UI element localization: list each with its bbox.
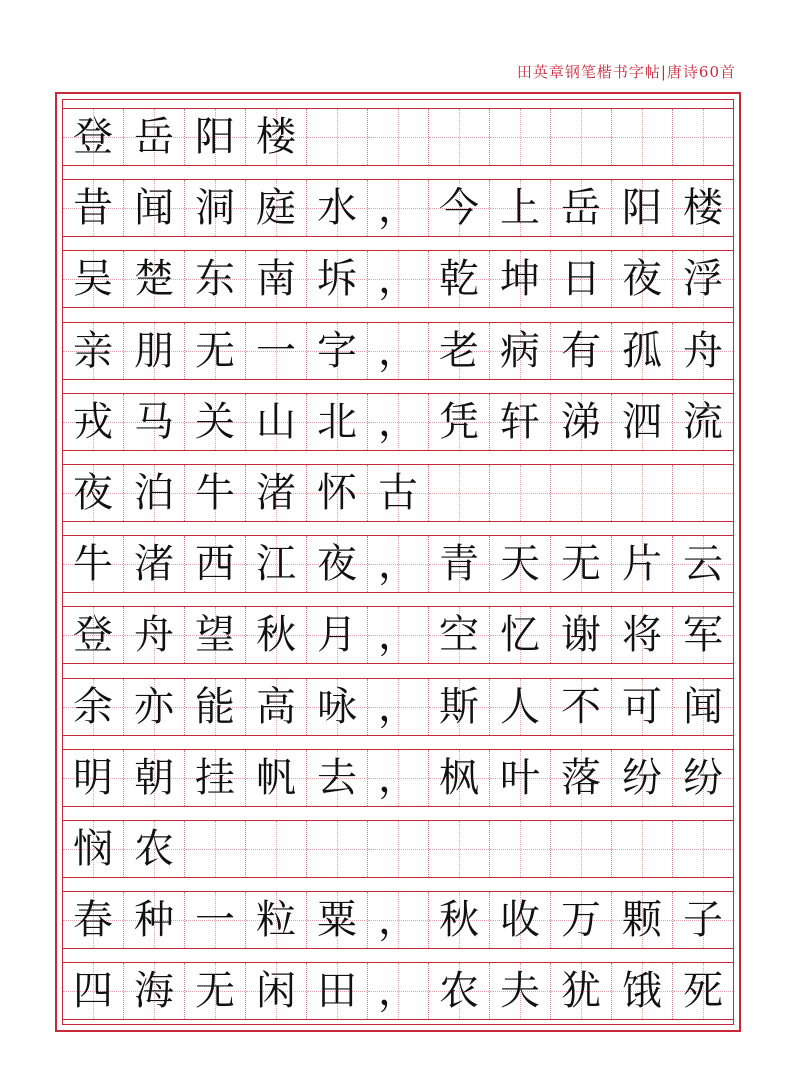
grid-row — [63, 891, 733, 949]
character: 余 — [73, 683, 113, 730]
character: 夜 — [622, 256, 662, 303]
character: 泊 — [134, 470, 174, 516]
character: 楼 — [683, 185, 723, 232]
grid-cell — [673, 323, 733, 379]
grid-cell — [612, 465, 673, 521]
grid-cell — [368, 251, 429, 307]
character: 阳 — [622, 185, 662, 232]
character: 闲 — [256, 968, 296, 1015]
character: 不 — [561, 683, 601, 730]
character: ， — [378, 185, 418, 232]
grid-cell — [368, 536, 429, 592]
character: ， — [378, 612, 418, 659]
character: 夜 — [317, 541, 357, 588]
character: 牛 — [73, 541, 113, 588]
character: 海 — [134, 968, 174, 1015]
character: 岳 — [134, 114, 174, 160]
grid-cell — [246, 963, 307, 1019]
grid-cell — [490, 109, 551, 165]
character: 牛 — [195, 470, 235, 516]
character: 人 — [500, 683, 540, 730]
character: 片 — [622, 541, 662, 588]
character: 闻 — [134, 185, 174, 232]
character: 一 — [195, 897, 235, 944]
character: 军 — [683, 612, 723, 659]
character: 夜 — [73, 470, 113, 516]
grid-cell — [124, 750, 185, 806]
grid-cell — [307, 892, 368, 948]
character: 望 — [195, 612, 235, 659]
character: ， — [378, 754, 418, 801]
character: 一 — [256, 327, 296, 374]
character: 马 — [134, 398, 174, 445]
grid-cell — [185, 679, 246, 735]
character: 粟 — [317, 897, 357, 944]
character: 渚 — [256, 470, 296, 516]
grid-cell — [368, 821, 429, 877]
grid-cell — [63, 251, 124, 307]
grid-cell — [429, 679, 490, 735]
grid-cell — [63, 750, 124, 806]
grid-cell — [612, 892, 673, 948]
grid-cell — [551, 251, 612, 307]
character: 轩 — [500, 398, 540, 445]
grid-cell — [673, 394, 733, 450]
character: 泗 — [622, 398, 662, 445]
character: 秋 — [256, 612, 296, 659]
character: 农 — [134, 826, 174, 872]
character: 涕 — [561, 398, 601, 445]
grid-cell — [673, 750, 733, 806]
grid-cell — [63, 679, 124, 735]
grid-cell — [63, 323, 124, 379]
grid-row — [63, 749, 733, 807]
grid-cell — [673, 821, 733, 877]
character: 田 — [317, 968, 357, 1015]
grid-cell — [551, 679, 612, 735]
grid-cell — [612, 251, 673, 307]
character: 可 — [622, 683, 662, 730]
grid-cell — [429, 394, 490, 450]
grid-cell — [185, 394, 246, 450]
grid-cell — [368, 963, 429, 1019]
character: 字 — [317, 327, 357, 374]
grid-cell — [612, 109, 673, 165]
grid-cell — [185, 607, 246, 663]
grid-cell — [124, 963, 185, 1019]
grid-cell — [185, 821, 246, 877]
grid-cell — [673, 679, 733, 735]
grid-row — [63, 962, 733, 1020]
grid-cell — [63, 180, 124, 236]
character: 无 — [195, 327, 235, 374]
character: 古 — [378, 470, 418, 516]
grid-cell — [551, 821, 612, 877]
character: 舟 — [134, 612, 174, 659]
grid-cell — [551, 536, 612, 592]
grid-cell — [246, 323, 307, 379]
grid-cell — [246, 109, 307, 165]
character: 犹 — [561, 968, 601, 1015]
grid-cell — [368, 750, 429, 806]
grid-cell — [368, 607, 429, 663]
grid-cell — [307, 180, 368, 236]
character: 关 — [195, 398, 235, 445]
character: 月 — [317, 612, 357, 659]
character: 流 — [683, 398, 723, 445]
grid-cell — [490, 963, 551, 1019]
grid-cell — [246, 394, 307, 450]
character: 病 — [500, 327, 540, 374]
character: ， — [378, 256, 418, 303]
grid-cell — [490, 607, 551, 663]
grid-cell — [185, 750, 246, 806]
grid-cell — [185, 963, 246, 1019]
grid-cell — [551, 180, 612, 236]
grid-cell — [490, 251, 551, 307]
grid-cell — [368, 180, 429, 236]
character: 东 — [195, 256, 235, 303]
grid-cell — [429, 892, 490, 948]
character: 今 — [439, 185, 479, 232]
character: 坤 — [500, 256, 540, 303]
character: 能 — [195, 683, 235, 730]
character: 枫 — [439, 754, 479, 801]
character: 无 — [195, 968, 235, 1015]
grid-cell — [368, 679, 429, 735]
grid-cell — [124, 323, 185, 379]
grid-cell — [612, 607, 673, 663]
grid-cell — [246, 536, 307, 592]
grid-cell — [307, 821, 368, 877]
character: 颗 — [622, 897, 662, 944]
character: 庭 — [256, 185, 296, 232]
character: 南 — [256, 256, 296, 303]
character: 老 — [439, 327, 479, 374]
character: 楼 — [256, 114, 296, 160]
grid-cell — [429, 963, 490, 1019]
character: 山 — [256, 398, 296, 445]
copybook-title: 田英章钢笔楷书字帖|唐诗60首 — [516, 63, 736, 81]
grid-cell — [368, 109, 429, 165]
practice-grid — [62, 99, 734, 1025]
character: 北 — [317, 398, 357, 445]
grid-cell — [429, 536, 490, 592]
grid-cell — [612, 536, 673, 592]
character: 空 — [439, 612, 479, 659]
grid-cell — [490, 821, 551, 877]
character: 岳 — [561, 185, 601, 232]
character: 水 — [317, 185, 357, 232]
grid-cell — [368, 394, 429, 450]
character: 夫 — [500, 968, 540, 1015]
character: 收 — [500, 897, 540, 944]
grid-cell — [429, 251, 490, 307]
character: 落 — [561, 754, 601, 801]
character: 高 — [256, 683, 296, 730]
character: 无 — [561, 541, 601, 588]
character: 浮 — [683, 256, 723, 303]
grid-cell — [185, 323, 246, 379]
grid-cell — [551, 109, 612, 165]
grid-cell — [429, 323, 490, 379]
grid-cell — [185, 180, 246, 236]
character: 上 — [500, 185, 540, 232]
character: 朝 — [134, 754, 174, 801]
character: 斯 — [439, 683, 479, 730]
grid-cell — [185, 892, 246, 948]
character: 四 — [73, 968, 113, 1015]
grid-row — [63, 464, 733, 522]
character: 有 — [561, 327, 601, 374]
character: 舟 — [683, 327, 723, 374]
grid-row — [63, 535, 733, 593]
grid-cell — [246, 251, 307, 307]
character: 洞 — [195, 185, 235, 232]
character: 去 — [317, 754, 357, 801]
grid-cell — [63, 892, 124, 948]
grid-cell — [490, 394, 551, 450]
character: 闻 — [683, 683, 723, 730]
grid-cell — [429, 821, 490, 877]
grid-row — [63, 179, 733, 237]
character: 亲 — [73, 327, 113, 374]
grid-cell — [551, 963, 612, 1019]
grid-cell — [307, 536, 368, 592]
grid-cell — [246, 180, 307, 236]
character: 粒 — [256, 897, 296, 944]
character: 江 — [256, 541, 296, 588]
grid-cell — [368, 892, 429, 948]
character: ， — [378, 327, 418, 374]
grid-row — [63, 820, 733, 878]
grid-cell — [429, 607, 490, 663]
character: 春 — [73, 897, 113, 944]
character: 叶 — [500, 754, 540, 801]
grid-cell — [490, 679, 551, 735]
character: ， — [378, 541, 418, 588]
character: 凭 — [439, 398, 479, 445]
character: 万 — [561, 897, 601, 944]
character: 坼 — [317, 256, 357, 303]
character: 子 — [683, 897, 723, 944]
grid-cell — [63, 607, 124, 663]
grid-cell — [551, 465, 612, 521]
grid-cell — [673, 465, 733, 521]
character: 秋 — [439, 897, 479, 944]
grid-cell — [124, 180, 185, 236]
grid-cell — [551, 750, 612, 806]
grid-cell — [490, 750, 551, 806]
grid-cell — [551, 394, 612, 450]
grid-cell — [185, 251, 246, 307]
grid-row — [63, 250, 733, 308]
character: 帆 — [256, 754, 296, 801]
character: 怀 — [317, 470, 357, 516]
grid-cell — [124, 394, 185, 450]
character: 亦 — [134, 683, 174, 730]
character: ， — [378, 398, 418, 445]
grid-cell — [246, 892, 307, 948]
character: ， — [378, 897, 418, 944]
grid-row — [63, 606, 733, 664]
grid-cell — [673, 180, 733, 236]
character: 死 — [683, 968, 723, 1015]
character: 日 — [561, 256, 601, 303]
grid-cell — [185, 109, 246, 165]
grid-cell — [63, 465, 124, 521]
grid-cell — [673, 963, 733, 1019]
character: 渚 — [134, 541, 174, 588]
character: 挂 — [195, 754, 235, 801]
character: 朋 — [134, 327, 174, 374]
grid-cell — [429, 465, 490, 521]
grid-cell — [429, 180, 490, 236]
grid-cell — [124, 465, 185, 521]
grid-cell — [185, 536, 246, 592]
grid-cell — [429, 109, 490, 165]
character: 西 — [195, 541, 235, 588]
grid-cell — [368, 465, 429, 521]
grid-cell — [124, 109, 185, 165]
grid-cell — [490, 892, 551, 948]
grid-cell — [612, 750, 673, 806]
character: 饿 — [622, 968, 662, 1015]
grid-cell — [63, 394, 124, 450]
grid-cell — [124, 821, 185, 877]
character: 忆 — [500, 612, 540, 659]
character: 将 — [622, 612, 662, 659]
grid-cell — [307, 394, 368, 450]
grid-cell — [246, 607, 307, 663]
character: 谢 — [561, 612, 601, 659]
grid-cell — [490, 323, 551, 379]
grid-cell — [612, 394, 673, 450]
grid-cell — [307, 323, 368, 379]
character: 登 — [73, 114, 113, 160]
character: 云 — [683, 541, 723, 588]
character: 登 — [73, 612, 113, 659]
grid-cell — [307, 251, 368, 307]
character: 阳 — [195, 114, 235, 160]
grid-cell — [673, 892, 733, 948]
grid-cell — [63, 963, 124, 1019]
grid-cell — [246, 465, 307, 521]
grid-cell — [612, 323, 673, 379]
grid-cell — [307, 109, 368, 165]
character: 孤 — [622, 327, 662, 374]
grid-cell — [673, 536, 733, 592]
character: 纷 — [683, 754, 723, 801]
grid-cell — [124, 679, 185, 735]
character: 戎 — [73, 398, 113, 445]
grid-cell — [612, 963, 673, 1019]
grid-cell — [246, 750, 307, 806]
grid-cell — [490, 536, 551, 592]
character: 昔 — [73, 185, 113, 232]
grid-cell — [673, 251, 733, 307]
grid-cell — [673, 109, 733, 165]
character: 楚 — [134, 256, 174, 303]
grid-cell — [490, 465, 551, 521]
character: ， — [378, 683, 418, 730]
grid-row — [63, 322, 733, 380]
grid-cell — [429, 750, 490, 806]
grid-cell — [124, 251, 185, 307]
character: 乾 — [439, 256, 479, 303]
grid-cell — [673, 607, 733, 663]
grid-cell — [490, 180, 551, 236]
grid-cell — [612, 821, 673, 877]
character: 天 — [500, 541, 540, 588]
character: 农 — [439, 968, 479, 1015]
grid-cell — [124, 892, 185, 948]
grid-cell — [246, 821, 307, 877]
grid-cell — [612, 679, 673, 735]
grid-row — [63, 678, 733, 736]
character: 青 — [439, 541, 479, 588]
grid-cell — [551, 323, 612, 379]
character: 悯 — [73, 826, 113, 872]
grid-cell — [551, 607, 612, 663]
grid-cell — [307, 607, 368, 663]
grid-cell — [246, 679, 307, 735]
grid-cell — [124, 536, 185, 592]
character: 纷 — [622, 754, 662, 801]
grid-cell — [124, 607, 185, 663]
grid-cell — [307, 679, 368, 735]
grid-cell — [185, 465, 246, 521]
character: 吴 — [73, 256, 113, 303]
grid-row — [63, 108, 733, 166]
grid-cell — [63, 536, 124, 592]
grid-row — [63, 393, 733, 451]
grid-cell — [307, 465, 368, 521]
character: 明 — [73, 754, 113, 801]
character: 种 — [134, 897, 174, 944]
grid-cell — [368, 323, 429, 379]
grid-cell — [307, 750, 368, 806]
character: 咏 — [317, 683, 357, 730]
grid-cell — [612, 180, 673, 236]
grid-cell — [63, 821, 124, 877]
grid-cell — [63, 109, 124, 165]
character: ， — [378, 968, 418, 1015]
grid-cell — [551, 892, 612, 948]
grid-cell — [307, 963, 368, 1019]
